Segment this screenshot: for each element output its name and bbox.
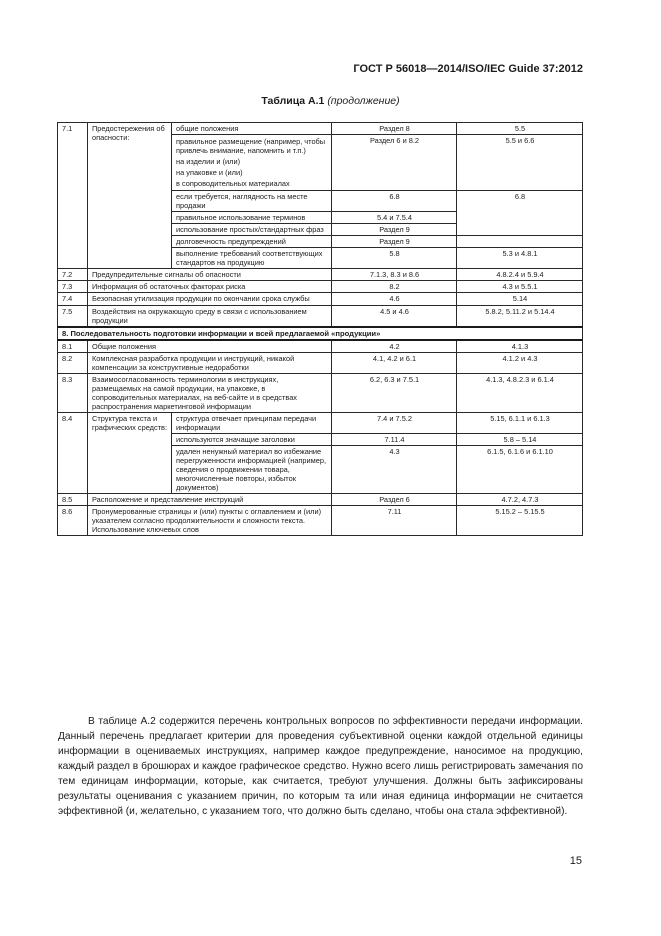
row-number: 8.4 [58,413,88,494]
row-label: Информация об остаточных факторах риска [88,281,332,293]
row-label: Предупредительные сигналы об опасности [88,269,332,281]
guide-ref: 4.1.3, 4.8.2.3 и 6.1.4 [457,373,583,412]
table-row [58,293,583,305]
guide-ref: 5.5 и 6.6 [457,135,583,191]
row-label: использование простых/стандартных фраз [172,224,332,236]
guide-ref: 4.8.2.4 и 5.9.4 [457,269,583,281]
table-row [58,413,583,434]
row-topic: Предостережения об опасности: [88,123,172,269]
clause-ref: 5.4 и 7.5.4 [332,212,457,224]
clause-ref: 4.1, 4.2 и 6.1 [332,352,457,373]
clause-ref: 5.8 [332,248,457,269]
clause-ref: 4.6 [332,293,457,305]
row-number: 7.4 [58,293,88,305]
row-label: Общие положения [88,340,332,353]
clause-ref: Раздел 9 [332,236,457,248]
clause-ref: Раздел 6 [332,494,457,506]
row-label: Комплексная разработка продукции и инструкций, никакой компенсации за конструктивные недоработки [88,352,332,373]
guide-ref: 5.8 – 5.14 [457,434,583,446]
row-topic: Структура текста и графических средств: [88,413,172,494]
page-number: 15 [569,855,582,867]
guide-ref: 5.8.2, 5.11.2 и 5.14.4 [457,305,583,327]
row-number: 8.3 [58,373,88,412]
guide-ref: 4.1.3 [457,340,583,353]
clause-ref: 6.2, 6.3 и 7.5.1 [332,373,457,412]
table-row [58,506,583,536]
paragraph-text: В таблице А.2 содержится перечень контрольных вопросов по эффективности передачи информации. Данный перечень предлагает критерии для проведения субъективной оценки каждой отдельной единицы информации в оцениваемых инструкциях, например каждое предупреждение, наносимое на продукцию, каждый раздел в брошюрах и каждое графическое средство. Нужно всего лишь регистрировать замечания по тем единицам информации, которые, как считается, требуют улучшения. Должны быть зафиксированы результаты оценивания с указанием причин, по которым та или иная единица информации не считается эффективной (и, желательно, с указанием того, что должно быть сделано, чтобы она стала эффективной). [58,716,583,817]
row-label: Безопасная утилизация продукции по окончании срока службы [88,293,332,305]
guide-ref: 5.3 и 4.8.1 [457,248,583,269]
clause-ref: 6.8 [332,191,457,212]
row-label: правильное использование терминов [172,212,332,224]
table-caption-note: (продолжение) [327,95,400,107]
guide-ref: 4.3 и 5.5.1 [457,281,583,293]
row-label: структура отвечает принципам передачи информации [172,413,332,434]
clause-ref: 4.3 [332,446,457,494]
guide-ref: 5.14 [457,293,583,305]
clause-ref: 7.4 и 7.5.2 [332,413,457,434]
guide-ref: 6.1.5, 6.1.6 и 6.1.10 [457,446,583,494]
clause-ref: 4.5 и 4.6 [332,305,457,327]
row-label: если требуется, наглядность на месте продажи [172,191,332,212]
guide-ref: 5.5 [457,123,583,135]
guide-ref: 4.7.2, 4.7.3 [457,494,583,506]
clause-ref: Раздел 8 [332,123,457,135]
row-label: долговечность предупреждений [172,236,332,248]
row-number: 8.6 [58,506,88,536]
table-row [58,123,583,135]
row-label: Воздействия на окружающую среду в связи с использованием продукции [88,305,332,327]
table-caption [0,95,661,107]
clause-ref: 7.11.4 [332,434,457,446]
document-header: ГОСТ Р 56018—2014/ISO/IEC Guide 37:2012 [353,63,583,75]
empty-cell [457,236,583,248]
clause-ref: 7.1.3, 8.3 и 8.6 [332,269,457,281]
row-number: 8.1 [58,340,88,353]
row-label: выполнение требований соответствующих стандартов на продукцию [172,248,332,269]
row-label: Пронумерованные страницы и (или) пункты с оглавлением и (или) указателем согласно продолжительности и сложности текста. Использование ключевых слов [88,506,332,536]
row-number: 7.1 [58,123,88,269]
clause-ref: 8.2 [332,281,457,293]
body-paragraph [58,714,583,819]
table-caption-label: Таблица А.1 [261,95,325,107]
row-number: 7.3 [58,281,88,293]
row-number: 8.5 [58,494,88,506]
guide-ref: 5.15.2 – 5.15.5 [457,506,583,536]
clause-ref: Раздел 6 и 8.2 [332,135,457,191]
clause-ref: Раздел 9 [332,224,457,236]
row-label: используются значащие заголовки [172,434,332,446]
row-label: удален ненужный материал во избежание перегруженности информацией (например, сведения о продвижении товара, многочисленные повторы, избыток документов) [172,446,332,494]
clause-ref: 4.2 [332,340,457,353]
guide-ref: 6.8 [457,191,583,236]
guide-ref: 5.15, 6.1.1 и 6.1.3 [457,413,583,434]
section-heading-row [58,327,583,340]
guide-ref: 4.1.2 и 4.3 [457,352,583,373]
row-label: Взаимосогласованность терминологии в инструкциях, размещаемых на самой продукции, на упаковке, в сопроводительных материалах, на веб-сайте и в средствах распространения маркетинговой информации [88,373,332,412]
requirements-table [57,122,583,536]
table-row [58,352,583,373]
table-row [58,305,583,327]
sub-item: в сопроводительных материалах [176,179,290,189]
table-row [58,494,583,506]
sub-item: правильное размещение (например, чтобы привлечь внимание, напомнить и т.п.) [176,137,326,156]
table-row [58,281,583,293]
table-row [58,269,583,281]
row-label [172,135,332,191]
table-row [58,373,583,412]
sub-item: на упаковке и (или) [176,168,243,178]
row-label: Расположение и представление инструкций [88,494,332,506]
row-number: 7.2 [58,269,88,281]
row-number: 8.2 [58,352,88,373]
table-row [58,340,583,353]
row-label: общие положения [172,123,332,135]
sub-item: на изделии и (или) [176,157,241,167]
row-number: 7.5 [58,305,88,327]
section-heading: 8. Последовательность подготовки информации и всей предлагаемой «продукции» [58,327,583,340]
clause-ref: 7.11 [332,506,457,536]
